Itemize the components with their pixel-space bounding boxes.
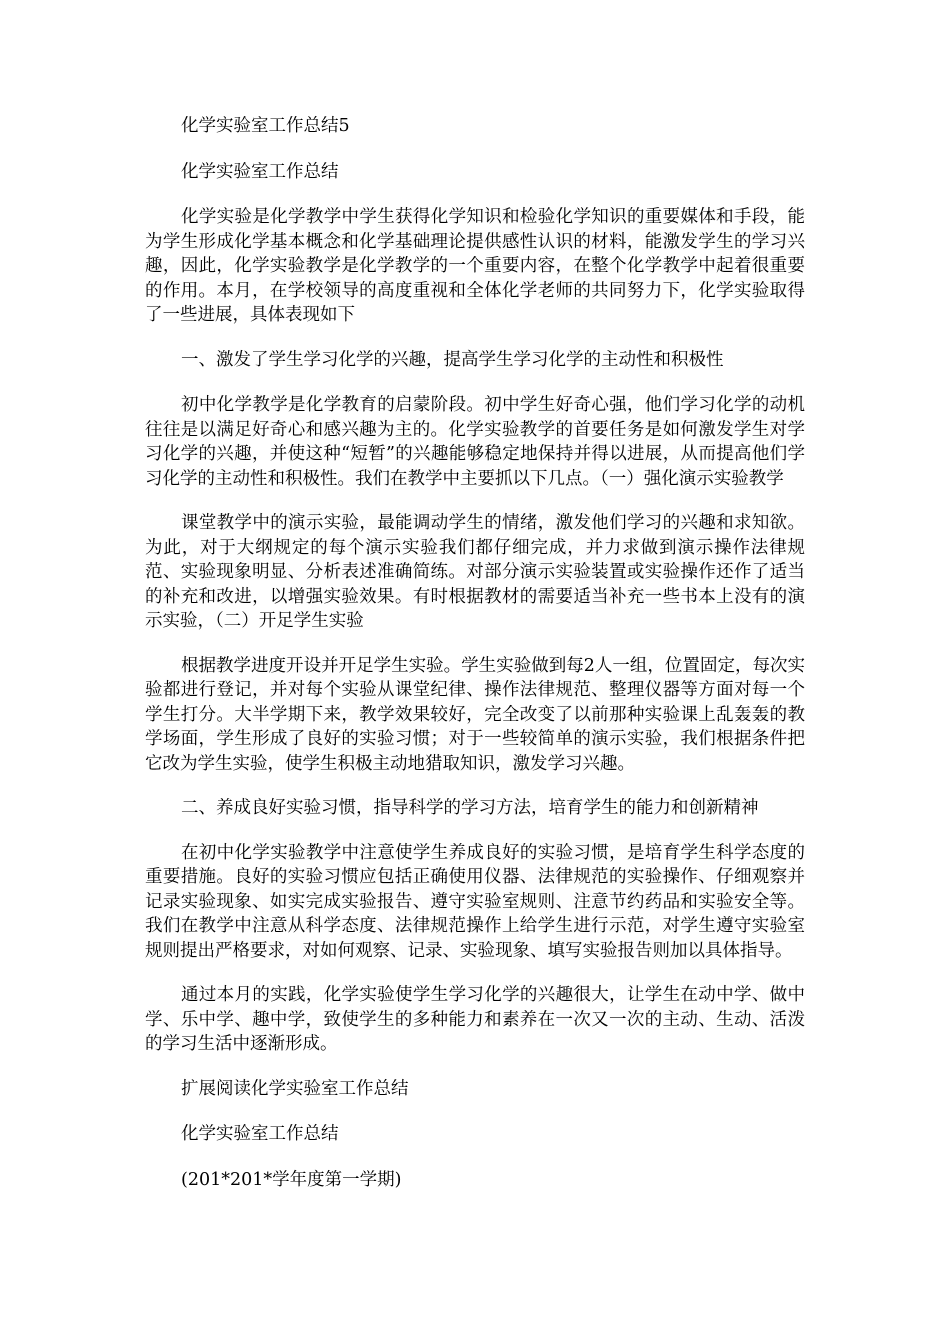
term-label: (201*201*学年度第一学期) [181, 1169, 402, 1190]
extended-reading-title: 扩展阅读化学实验室工作总结 [181, 1078, 409, 1099]
paragraph-interest: 初中化学教学是化学教育的启蒙阶段。初中学生好奇心强，他们学习化学的动机往往是以满足好奇心和感兴趣为主的。化学实验教学的首要任务是如何激发学生对学习化学的兴趣，并使这种“短暂”的兴趣能够稳定地保持并得以进展，从而提高他们学习化学的主动性和积极性。我们在教学中主要抓以下几点。（一）强化演示实验教学 [145, 395, 805, 489]
document-subtitle: 化学实验室工作总结 [181, 161, 339, 182]
paragraph-demonstration: 课堂教学中的演示实验，最能调动学生的情绪，激发他们学习的兴趣和求知欲。为此，对于大纲规定的每个演示实验我们都仔细完成，并力求做到演示操作法律规范、实验现象明显、分析表述准确简练。对部分演示实验装置或实验操作还作了适当的补充和改进，以增强实验效果。有时根据教材的需要适当补充一些书本上没有的演示实验，（二）开足学生实验 [145, 513, 805, 631]
paragraph-student-experiments: 根据教学进度开设并开足学生实验。学生实验做到每2人一组，位置固定，每次实验都进行登记，并对每个实验从课堂纪律、操作法律规范、整理仪器等方面对每一个学生打分。大半学期下来，教学效果较好，完全改变了以前那种实验课上乱轰轰的教学场面，学生形成了良好的实验习惯；对于一些较简单的演示实验，我们根据条件把它改为学生实验，使学生积极主动地猎取知识，激发学习兴趣。 [145, 655, 805, 774]
document-page [145, 114, 805, 1192]
extended-document-title: 化学实验室工作总结 [181, 1124, 339, 1144]
paragraph-intro: 化学实验是化学教学中学生获得化学知识和检验化学知识的重要媒体和手段，能为学生形成化学基本概念和化学基础理论提供感性认识的材料，能激发学生的学习兴趣，因此，化学实验教学是化学教学的一个重要内容，在整个化学教学中起着很重要的作用。本月，在学校领导的高度重视和全体化学老师的共同努力下，化学实验取得了一些进展，具体表现如下 [145, 207, 805, 325]
paragraph-summary: 通过本月的实践，化学实验使学生学习化学的兴趣很大，让学生在动中学、做中学、乐中学、趣中学，致使学生的多种能力和素养在一次又一次的主动、生动、活泼的学习生活中逐渐形成。 [145, 985, 805, 1054]
document-title: 化学实验室工作总结5 [181, 116, 350, 136]
paragraph-habits: 在初中化学实验教学中注意使学生养成良好的实验习惯，是培育学生科学态度的重要措施。良好的实验习惯应包括正确使用仪器、法律规范的实验操作、仔细观察并记录实验现象、如实完成实验报告、遵守实验室规则、注意节约药品和实验安全等。我们在教学中注意从科学态度、法律规范操作上给学生进行示范，对学生遵守实验室规则提出严格要求，对如何观察、记录、实验现象、填写实验报告则加以具体指导。 [145, 842, 805, 961]
section-heading-2: 二、养成良好实验习惯，指导科学的学习方法，培育学生的能力和创新精神 [181, 798, 759, 818]
section-heading-1: 一、激发了学生学习化学的兴趣，提高学生学习化学的主动性和积极性 [181, 349, 724, 370]
